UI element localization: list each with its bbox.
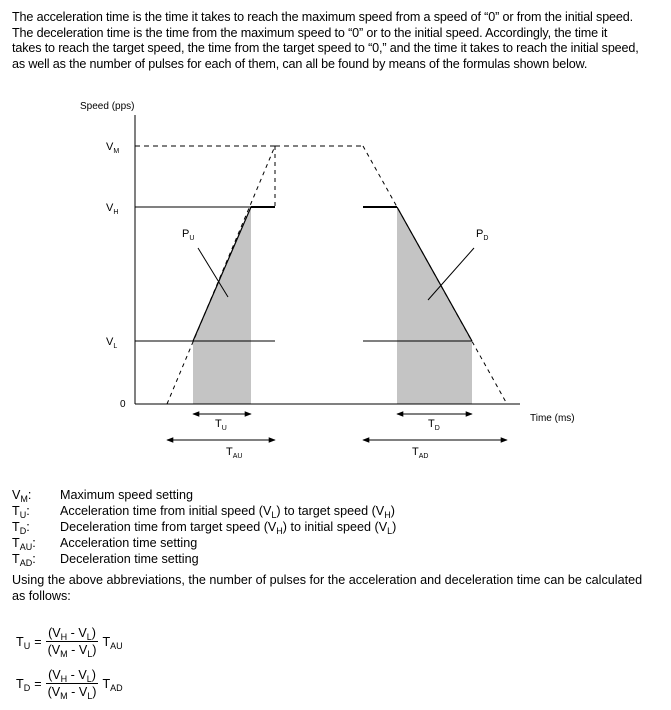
fraction-numerator: $(V_H - V_L)$ bbox=[48, 668, 96, 684]
intro-line: takes to reach the target speed, the time from the target speed to “0,” and the time it takes to reach the initial speed, bbox=[12, 41, 639, 56]
intro-line: The deceleration time is the time from the maximum speed to “0” or to the initial speed. Accordingly, the time it bbox=[12, 25, 608, 40]
tau-label: $T_{AU}$ bbox=[226, 446, 243, 460]
formula-lhs: $T_U$ bbox=[16, 634, 31, 651]
definition-text: Deceleration time from target speed $(V_H)$ to initial speed $(V_L)$ bbox=[60, 520, 397, 536]
definition-row bbox=[12, 487, 396, 503]
pd-label: $P_D$ bbox=[476, 228, 489, 242]
fraction-denominator: $(V_M - V_L)$ bbox=[47, 643, 97, 659]
formula-rhs: $T_{AU}$ bbox=[102, 634, 123, 651]
formula-equals: = bbox=[34, 676, 42, 691]
formula-fraction bbox=[46, 668, 99, 699]
outro-line: Using the above abbreviations, the number of pulses for the acceleration and deceleration time can be calculated bbox=[12, 573, 643, 587]
vm-label: $V_M$ bbox=[106, 141, 120, 155]
vh-label: $V_H$ bbox=[106, 202, 119, 216]
definition-symbol: $T_U$: bbox=[12, 504, 30, 520]
definition-symbol: $T_{AD}$: bbox=[12, 552, 36, 568]
definition-symbol: $T_D$: bbox=[12, 520, 30, 536]
intro-paragraph bbox=[12, 10, 662, 72]
definition-text: Acceleration time setting bbox=[60, 536, 198, 550]
definition-row bbox=[12, 551, 396, 567]
definition-symbol: $T_{AU}$: bbox=[12, 536, 36, 552]
origin-label: 0 bbox=[120, 399, 126, 410]
formula-rhs: $T_{AD}$ bbox=[102, 676, 123, 693]
x-axis-label: Time (ms) bbox=[530, 413, 575, 424]
formula-lhs: $T_D$ bbox=[16, 676, 31, 693]
tu-label: $T_U$ bbox=[215, 418, 227, 432]
formula-fraction bbox=[46, 626, 99, 657]
td-label: $T_D$ bbox=[428, 418, 440, 432]
intro-line: The acceleration time is the time it takes to reach the maximum speed from a speed of “0” or from the initial speed. bbox=[12, 10, 633, 24]
definition-row bbox=[12, 519, 396, 535]
definition-row bbox=[12, 503, 396, 519]
definition-text: Maximum speed setting bbox=[60, 488, 193, 502]
definition-text: Acceleration time from initial speed $(V_L)$ to target speed $(V_H)$ bbox=[60, 504, 395, 520]
definition-text: Deceleration time setting bbox=[60, 552, 199, 566]
pd-shaded-area bbox=[397, 207, 472, 404]
fraction-denominator: $(V_M - V_L)$ bbox=[47, 685, 97, 701]
speed-profile-diagram bbox=[0, 90, 671, 470]
tad-label: $T_{AD}$ bbox=[412, 446, 429, 460]
vl-label: $V_L$ bbox=[106, 336, 118, 350]
y-axis-label: Speed (pps) bbox=[80, 101, 135, 112]
definition-symbol: $V_M$: bbox=[12, 488, 32, 504]
formula-tu bbox=[16, 626, 123, 657]
formula-equals: = bbox=[34, 634, 42, 649]
pu-label: $P_U$ bbox=[182, 228, 195, 242]
intro-line: as well as the number of pulses for each of them, can all be found by means of the formulas shown below. bbox=[12, 56, 588, 71]
fraction-numerator: $(V_H - V_L)$ bbox=[48, 626, 96, 642]
abbreviation-list bbox=[12, 487, 396, 567]
formula-td bbox=[16, 668, 123, 699]
definition-row bbox=[12, 535, 396, 551]
outro-paragraph bbox=[12, 572, 662, 604]
outro-line: as follows: bbox=[12, 589, 71, 603]
pu-shaded-area bbox=[193, 207, 251, 404]
